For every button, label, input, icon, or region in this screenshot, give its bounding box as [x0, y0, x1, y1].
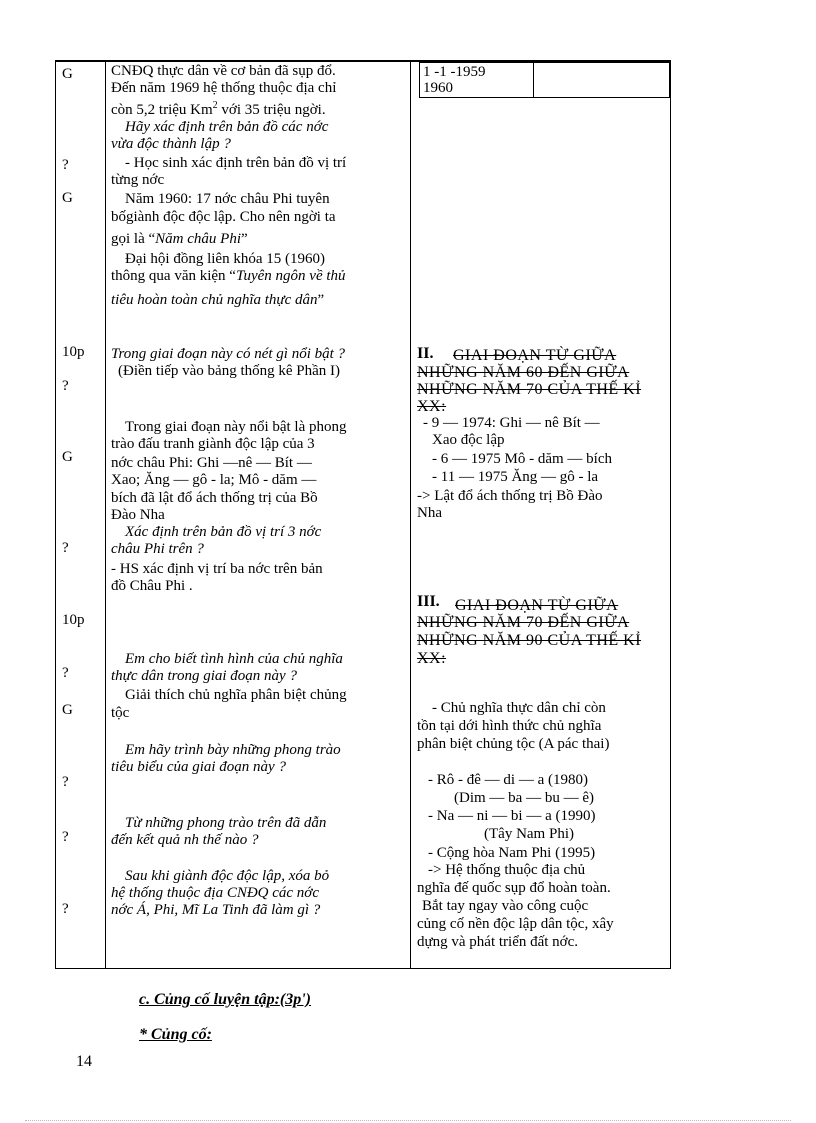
heading-line: NHỮNG NĂM 70 CỦA THẾ KỈ: [417, 381, 642, 398]
text-line: (Tây Nam Phi): [484, 826, 574, 842]
text-line: - 9 — 1974: Ghi — nê Bít —: [423, 415, 600, 431]
heading-line: GIAI ĐOẠN TỪ GIỮA: [453, 347, 617, 364]
time-text: (3p'): [279, 991, 311, 1008]
step-label: ?: [62, 901, 69, 917]
text-line: (Dim — ba — bu — ê): [454, 790, 594, 806]
question-line: tiêu biểu của giai đoạn này ?: [111, 759, 286, 775]
question-line: Xác định trên bản đồ vị trí 3 nớc: [125, 524, 322, 540]
step-label: G: [62, 66, 73, 82]
text-span: với 35 triệu ngời.: [217, 102, 326, 118]
question-line: Sau khi giành độc độc lập, xóa bỏ: [125, 868, 330, 884]
question-line: Em hãy trình bày những phong trào: [125, 742, 341, 758]
question-line: hệ thống thuộc địa CNĐQ các nớc: [111, 885, 319, 901]
question-line: thực dân trong giai đoạn này ?: [111, 668, 297, 684]
text-span: Tuyên ngôn về thủ: [235, 268, 346, 284]
question-line: Hãy xác định trên bản đồ các nớc: [125, 119, 329, 135]
text-line: phân biệt chủng tộc (A pác thai): [417, 736, 610, 752]
step-label: ?: [62, 157, 69, 173]
question-line: Trong giai đoạn này có nét gì nổi bật ?: [111, 346, 346, 362]
question-line: châu Phi trên ?: [111, 541, 204, 557]
text-line: -> Lật đổ ách thống trị Bồ Đào: [417, 488, 603, 504]
step-label: G: [62, 449, 73, 465]
text-line: Nha: [417, 505, 442, 521]
step-label: G: [62, 190, 73, 206]
date-cell: 1 -1 -1959: [423, 64, 486, 80]
text-line: Xao độc lập: [432, 432, 505, 448]
heading-line: NHỮNG NĂM 70 ĐẾN GIỮA: [417, 614, 630, 631]
heading-line: NHỮNG NĂM 90 CỦA THẾ KỈ: [417, 632, 642, 649]
text-line: - Na — ni — bi — a (1990): [428, 808, 596, 824]
text-line: - HS xác định vị trí ba nớc trên bản: [111, 561, 323, 577]
step-label: ?: [62, 378, 69, 394]
text-line: - 11 — 1975 Ăng — gô - la: [432, 469, 599, 485]
text-line: - Cộng hòa Nam Phi (1995): [428, 845, 596, 861]
text-line: [111, 97, 326, 119]
text-line: nghĩa đế quốc sụp đổ hoàn toàn.: [417, 880, 611, 896]
text-line: bích đã lật đổ ách thống trị của Bồ: [111, 490, 318, 506]
text-line: Đại hội đồng liên khóa 15 (1960): [125, 251, 325, 267]
heading-line: NHỮNG NĂM 60 ĐẾN GIỮA: [417, 364, 630, 381]
text-line: Bắt tay ngay vào công cuộc: [422, 898, 589, 914]
question-line: vừa độc thành lập ?: [111, 136, 231, 152]
text-span: gọi là “: [111, 231, 156, 247]
question-line: nớc Á, Phi, Mĩ La Tinh đã làm gì ?: [111, 902, 321, 918]
text-line: tộc: [111, 705, 130, 721]
step-label: ?: [62, 540, 69, 556]
text-line: -> Hệ thống thuộc địa chủ: [428, 862, 586, 878]
text-line: đồ Châu Phi .: [111, 578, 193, 594]
text-line: [111, 268, 346, 285]
column-divider: [105, 60, 106, 969]
text-line: Trong giai đoạn này nổi bật là phong: [125, 419, 347, 435]
text-line: từng nớc: [111, 172, 165, 188]
text-line: - Rô - đê — di — a (1980): [428, 772, 588, 788]
step-label: G: [62, 702, 73, 718]
time-label: 10p: [62, 612, 85, 628]
text-line: CNĐQ thực dân về cơ bản đã sụp đổ.: [111, 63, 336, 79]
text-span: ”: [240, 231, 248, 247]
column-divider: [410, 60, 411, 969]
text-line: Xao; Ăng — gô - la; Mô - dăm —: [111, 472, 317, 488]
text-span: còn 5,2 triệu Km: [111, 102, 213, 118]
text-line: Năm 1960: 17 nớc châu Phi tuyên: [125, 191, 330, 207]
text-span: Năm châu Phi: [155, 231, 241, 247]
text-line: Đào Nha: [111, 507, 165, 523]
text-line: [111, 292, 324, 309]
step-label: ?: [62, 829, 69, 845]
cell-divider: [533, 63, 534, 97]
heading-line: XX:: [417, 650, 447, 667]
step-label: ?: [62, 665, 69, 681]
text-span: thông qua văn kiện “: [111, 268, 236, 284]
heading-line: GIAI ĐOẠN TỪ GIỮA: [455, 597, 619, 614]
page-number: 14: [76, 1053, 92, 1070]
section-title: [139, 991, 311, 1009]
text-line: Đến năm 1969 hệ thống thuộc địa chỉ: [111, 80, 337, 96]
text-line: - 6 — 1975 Mô - dăm — bích: [432, 451, 612, 467]
text-line: bốgiành độc độc lập. Cho nên ngời ta: [111, 209, 336, 225]
step-label: ?: [62, 774, 69, 790]
text-line: củng cố nền độc lập dân tộc, xây: [417, 916, 614, 932]
section-number: II.: [417, 345, 434, 362]
question-line: Em cho biết tình hình của chủ nghĩa: [125, 651, 343, 667]
text-line: nớc châu Phi: Ghi —nê — Bít —: [111, 455, 312, 471]
title-text: c. Củng cố luyện tập:: [139, 991, 280, 1008]
text-line: tồn tại dới hình thức chủ nghĩa: [417, 718, 602, 734]
text-line: trào đấu tranh giành độc lập của 3: [111, 436, 315, 452]
text-span: tiêu hoàn toàn chủ nghĩa thực dân: [111, 292, 318, 308]
subsection-title: * Củng cố:: [139, 1026, 212, 1043]
text-span: ”: [317, 292, 325, 308]
date-cell: 1960: [423, 80, 453, 96]
page-edge: [25, 1120, 791, 1121]
text-line: dựng và phát triển đất nớc.: [417, 934, 579, 950]
text-line: - Học sinh xác định trên bản đồ vị trí: [125, 155, 347, 171]
question-line: đến kết quả nh thế nào ?: [111, 832, 259, 848]
section-number: III.: [417, 593, 440, 610]
text-line: [111, 231, 248, 248]
text-line: (Điền tiếp vào bảng thống kê Phần I): [118, 363, 341, 379]
question-line: Từ những phong trào trên đã dẫn: [125, 815, 327, 831]
superscript: 2: [212, 100, 218, 111]
time-label: 10p: [62, 344, 85, 360]
text-line: Giải thích chủ nghĩa phân biệt chủng: [125, 687, 347, 703]
heading-line: XX:: [417, 398, 447, 415]
text-line: - Chủ nghĩa thực dân chỉ còn: [432, 700, 606, 716]
